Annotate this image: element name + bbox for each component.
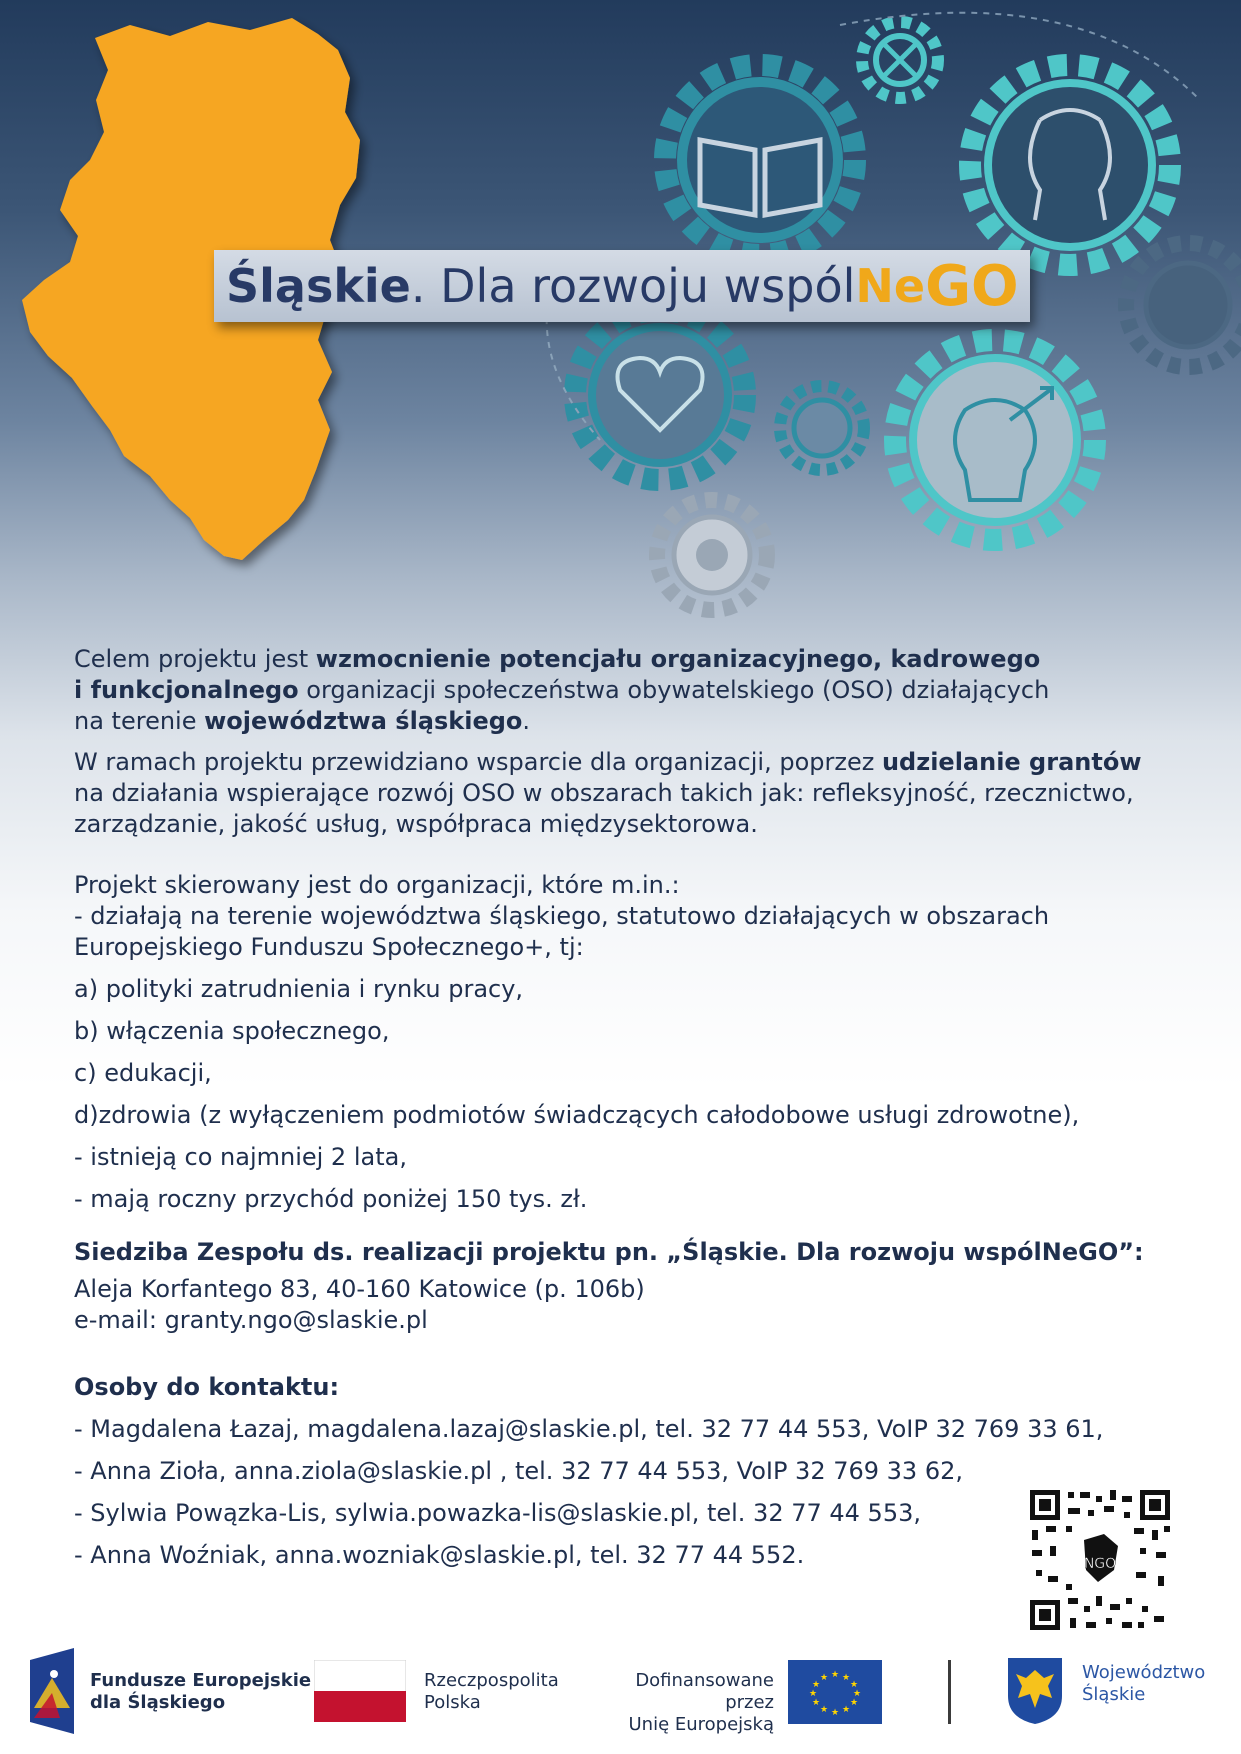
gear-people-icon (970, 65, 1170, 265)
coat-of-arms-icon (1006, 1656, 1064, 1726)
banner-title-part4: GO (925, 253, 1019, 319)
gear-hands-icon (780, 386, 864, 470)
target-intro (74, 870, 1194, 963)
qr-center-label: NGO (1083, 1556, 1117, 1572)
contact-item[interactable]: - Magdalena Łazaj, magdalena.lazaj@slaskie.pl, tel. 32 77 44 553, VoIP 32 769 33 61, (74, 1415, 1104, 1443)
svg-text:★: ★ (819, 1673, 829, 1683)
svg-text:★: ★ (808, 1689, 818, 1699)
svg-text:★: ★ (811, 1698, 821, 1708)
text: Celem projektu jest (74, 645, 316, 673)
svg-text:★: ★ (849, 1698, 859, 1708)
text: na działania wspierające rozwój OSO w obszarach takich jak: refleksyjność, rzecznictwo, (74, 779, 1134, 807)
list-item: b) włączenia społecznego, (74, 1017, 390, 1045)
list-item: - istnieją co najmniej 2 lata, (74, 1143, 407, 1171)
gear-grey-icon (657, 500, 767, 610)
svg-text:★: ★ (811, 1680, 821, 1690)
office-email[interactable]: e-mail: granty.ngo@slaskie.pl (74, 1306, 428, 1334)
woj-line-1: Województwo (1082, 1662, 1206, 1683)
contact-item[interactable]: - Anna Zioła, anna.ziola@slaskie.pl , tel. 32 77 44 553, VoIP 32 769 33 62, (74, 1457, 963, 1485)
list-item: c) edukacji, (74, 1059, 212, 1087)
svg-text:★: ★ (841, 1673, 851, 1683)
emphasis: województwa śląskiego (204, 707, 523, 735)
eu-flag-icon (788, 1660, 882, 1724)
text: . (522, 707, 531, 735)
contact-item[interactable]: - Anna Woźniak, anna.wozniak@slaskie.pl, tel. 32 77 44 552. (74, 1541, 805, 1569)
eu-line-1: Dofinansowane przez (635, 1670, 774, 1713)
text: na terenie (74, 707, 205, 735)
fe-logo-text (90, 1670, 311, 1714)
text: W ramach projektu przewidziano wsparcie dla organizacji, poprzez (74, 748, 882, 776)
svg-text:★: ★ (830, 1670, 840, 1680)
banner-title-part1: Śląskie (226, 259, 411, 313)
text: - działają na terenie województwa śląskiego, statutowo działających w obszarach (74, 902, 1050, 930)
list-item: a) polityki zatrudnienia i rynku pracy, (74, 975, 524, 1003)
office-address: Aleja Korfantego 83, 40-160 Katowice (p. 106b) (74, 1275, 645, 1303)
gear-small-top-icon (862, 22, 938, 98)
emphasis: wzmocnienie potencjału organizacyjnego, kadrowego (315, 645, 1041, 673)
banner-title-part3: Ne (855, 259, 926, 313)
woj-line-2: Śląskie (1082, 1684, 1146, 1705)
eu-line-2: Unię Europejską (628, 1714, 774, 1735)
fe-logo-icon (30, 1648, 74, 1734)
qr-code[interactable] (1026, 1486, 1174, 1634)
main-content (74, 644, 1194, 1571)
svg-text:★: ★ (819, 1705, 829, 1715)
woj-logo-text (1082, 1662, 1205, 1706)
text: Projekt skierowany jest do organizacji, które m.in.: (74, 871, 680, 899)
office-heading: Siedziba Zespołu ds. realizacji projektu pn. „Śląskie. Dla rozwoju wspólNeGO”: (74, 1238, 1144, 1266)
contact-item[interactable]: - Sylwia Powązka-Lis, sylwia.powazka-lis@slaskie.pl, tel. 32 77 44 553, (74, 1499, 921, 1527)
fe-line-1: Fundusze Europejskie (90, 1670, 312, 1691)
project-title-banner (214, 250, 1030, 322)
emphasis: i funkcjonalnego (74, 676, 299, 704)
gear-lightbulb-icon (895, 340, 1095, 540)
text: organizacji społeczeństwa obywatelskiego (OSO) działających (298, 676, 1050, 704)
footer-divider (948, 1660, 951, 1724)
list-item: d)zdrowia (z wyłączeniem podmiotów świadczących całodobowe usługi zdrowotne), (74, 1101, 1080, 1129)
svg-text:★: ★ (849, 1680, 859, 1690)
banner-title-part2: . Dla rozwoju wspól (410, 259, 856, 313)
text: zarządzanie, jakość usług, współpraca międzysektorowa. (74, 810, 758, 838)
svg-text:★: ★ (852, 1689, 862, 1699)
gear-heart-icon (575, 310, 745, 480)
list-item: - mają roczny przychód poniżej 150 tys. zł. (74, 1185, 588, 1213)
intro-paragraph-1 (74, 644, 1194, 737)
text: Europejskiego Funduszu Społecznego+, tj: (74, 933, 584, 961)
eu-logo-text (590, 1670, 774, 1736)
rp-line-2: Polska (424, 1692, 481, 1713)
contacts-heading: Osoby do kontaktu: (74, 1373, 340, 1401)
fe-line-2: dla Śląskiego (90, 1692, 226, 1713)
rp-logo-text (424, 1670, 559, 1714)
gear-book-icon (665, 65, 855, 255)
emphasis: udzielanie grantów (881, 748, 1142, 776)
rp-line-1: Rzeczpospolita (424, 1670, 559, 1691)
poland-flag-icon (314, 1660, 406, 1722)
gear-dark-right-icon (1126, 243, 1241, 367)
svg-text:★: ★ (841, 1705, 851, 1715)
svg-text:★: ★ (830, 1708, 840, 1718)
intro-paragraph-2 (74, 747, 1194, 840)
